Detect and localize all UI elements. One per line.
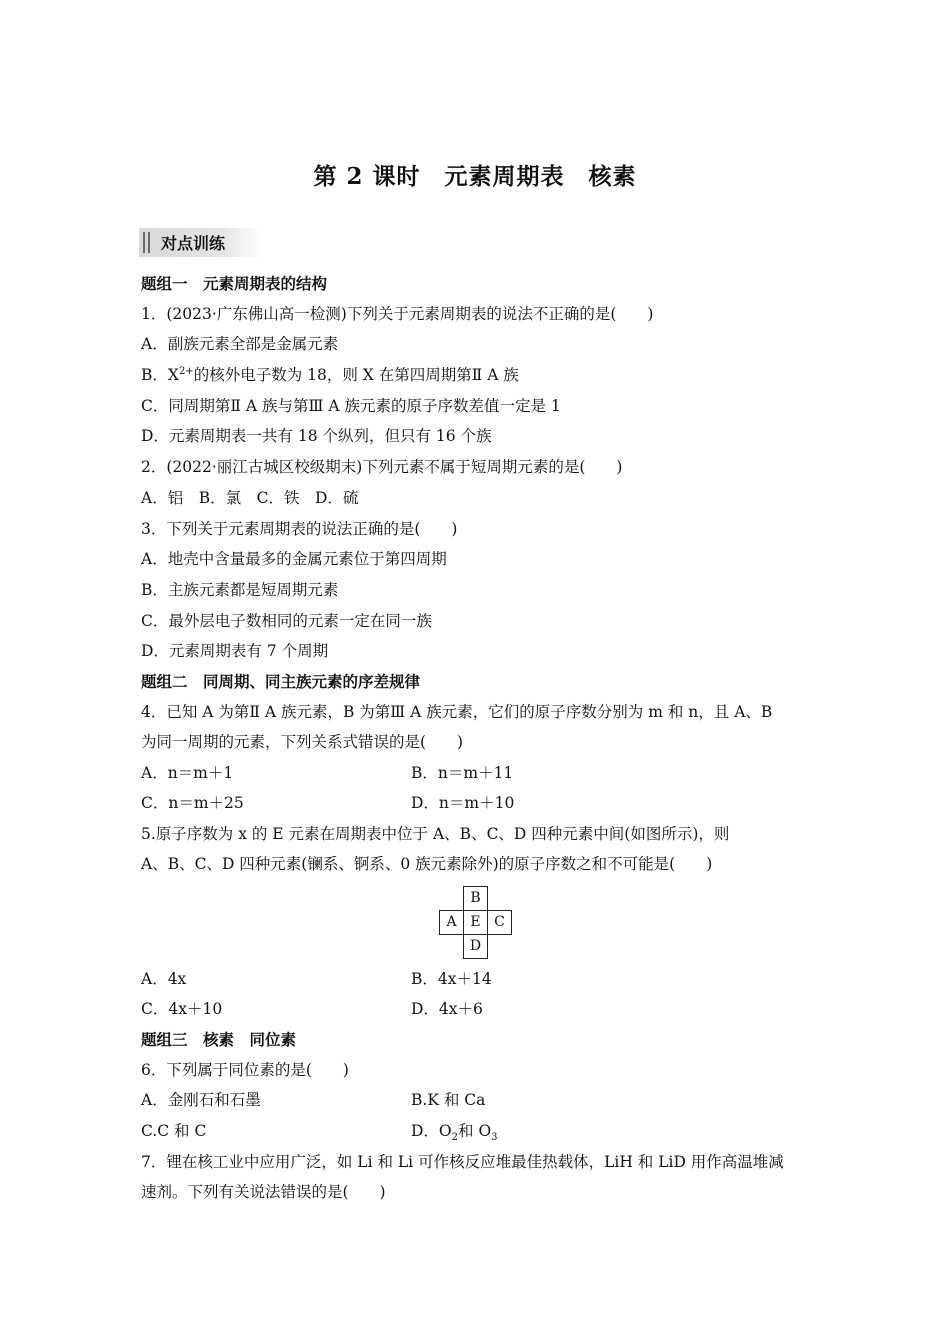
figure-cell-d: D <box>463 934 488 959</box>
section-banner-label: 对点训练 <box>161 234 226 253</box>
group-heading-2: 题组二 同周期、同主族元素的序差规律 <box>141 673 421 691</box>
q2-options: A．铝 B．氯 C．铁 D．硫 <box>141 489 359 507</box>
q7-stem-line1: 7．锂在核工业中应用广泛，如 Li 和 Li 可作核反应堆最佳热载体，LiH 和 LiD 用作高温堆减 <box>141 1153 784 1171</box>
q5-option-b: B．4x＋14 <box>411 970 492 988</box>
q1-b-post: 的核外电子数为 18，则 X 在第四周期第Ⅱ A 族 <box>193 366 519 384</box>
q3-option-d: D．元素周期表有 7 个周期 <box>141 642 329 660</box>
q6-d-sub1: 2 <box>451 1132 459 1144</box>
figure-cell-e: E <box>463 910 488 935</box>
group-heading-3: 题组三 核素 同位素 <box>141 1031 297 1049</box>
q4-option-a: A．n＝m＋1 <box>141 764 234 782</box>
q5-periodic-figure <box>439 886 547 958</box>
q4-stem-line2: 为同一周期的元素，下列关系式错误的是( ) <box>141 733 464 751</box>
q5-option-d: D．4x＋6 <box>411 1000 483 1018</box>
banner-bar-icon <box>143 232 145 253</box>
q1-stem: 1．(2023·广东佛山高一检测)下列关于元素周期表的说法不正确的是( ) <box>141 305 654 323</box>
q1-option-c: C．同周期第Ⅱ A 族与第Ⅲ A 族元素的原子序数差值一定是 1 <box>141 397 561 415</box>
q6-option-a: A．金刚石和石墨 <box>141 1091 261 1109</box>
q2-stem: 2．(2022·丽江古城区校级期末)下列元素不属于短周期元素的是( ) <box>141 458 623 476</box>
q4-option-c: C．n＝m＋25 <box>141 794 244 812</box>
q5-option-a: A．4x <box>141 970 187 988</box>
group-heading-1: 题组一 元素周期表的结构 <box>141 275 328 293</box>
figure-cell-b: B <box>463 886 488 911</box>
q1-b-pre: B．X <box>141 366 179 384</box>
q6-option-b: B.K 和 Ca <box>411 1091 486 1109</box>
q3-option-c: C．最外层电子数相同的元素一定在同一族 <box>141 612 432 630</box>
q5-stem-line1: 5.原子序数为 x 的 E 元素在周期表中位于 A、B、C、D 四种元素中间(如图所示)，则 <box>141 825 730 843</box>
q4-stem-line1: 4．已知 A 为第Ⅱ A 族元素，B 为第Ⅲ A 族元素，它们的原子序数分别为 m 和 n，且 A、B <box>141 703 773 721</box>
q1-option-a: A．副族元素全部是金属元素 <box>141 335 339 353</box>
q6-d-mid: 和 O <box>458 1122 492 1140</box>
q6-option-c: C.C 和 C <box>141 1122 207 1140</box>
q7-stem-line2: 速剂。下列有关说法错误的是( ) <box>141 1183 386 1201</box>
q6-d-pre: D．O <box>411 1122 452 1140</box>
q6-option-d <box>411 1121 498 1144</box>
q6-d-sub2: 3 <box>491 1132 498 1144</box>
q3-option-b: B．主族元素都是短周期元素 <box>141 581 339 599</box>
page-title: 第 2 课时 元素周期表 核素 <box>313 163 637 190</box>
q3-stem: 3．下列关于元素周期表的说法正确的是( ) <box>141 520 458 538</box>
q3-option-a: A．地壳中含量最多的金属元素位于第四周期 <box>141 550 447 568</box>
q1-option-b <box>141 365 519 385</box>
banner-bar-icon <box>148 232 150 253</box>
figure-cell-c: C <box>487 910 512 935</box>
q4-option-b: B．n＝m＋11 <box>411 764 514 782</box>
section-banner <box>139 228 261 257</box>
q4-option-d: D．n＝m＋10 <box>411 794 515 812</box>
figure-cell-a: A <box>439 910 464 935</box>
q5-option-c: C．4x＋10 <box>141 1000 223 1018</box>
q5-stem-line2: A、B、C、D 四种元素(镧系、锕系、0 族元素除外)的原子序数之和不可能是( ) <box>141 855 713 873</box>
q1-option-d: D．元素周期表一共有 18 个纵列，但只有 16 个族 <box>141 427 492 445</box>
q6-stem: 6．下列属于同位素的是( ) <box>141 1061 349 1079</box>
q1-b-charge: 2+ <box>178 365 194 377</box>
